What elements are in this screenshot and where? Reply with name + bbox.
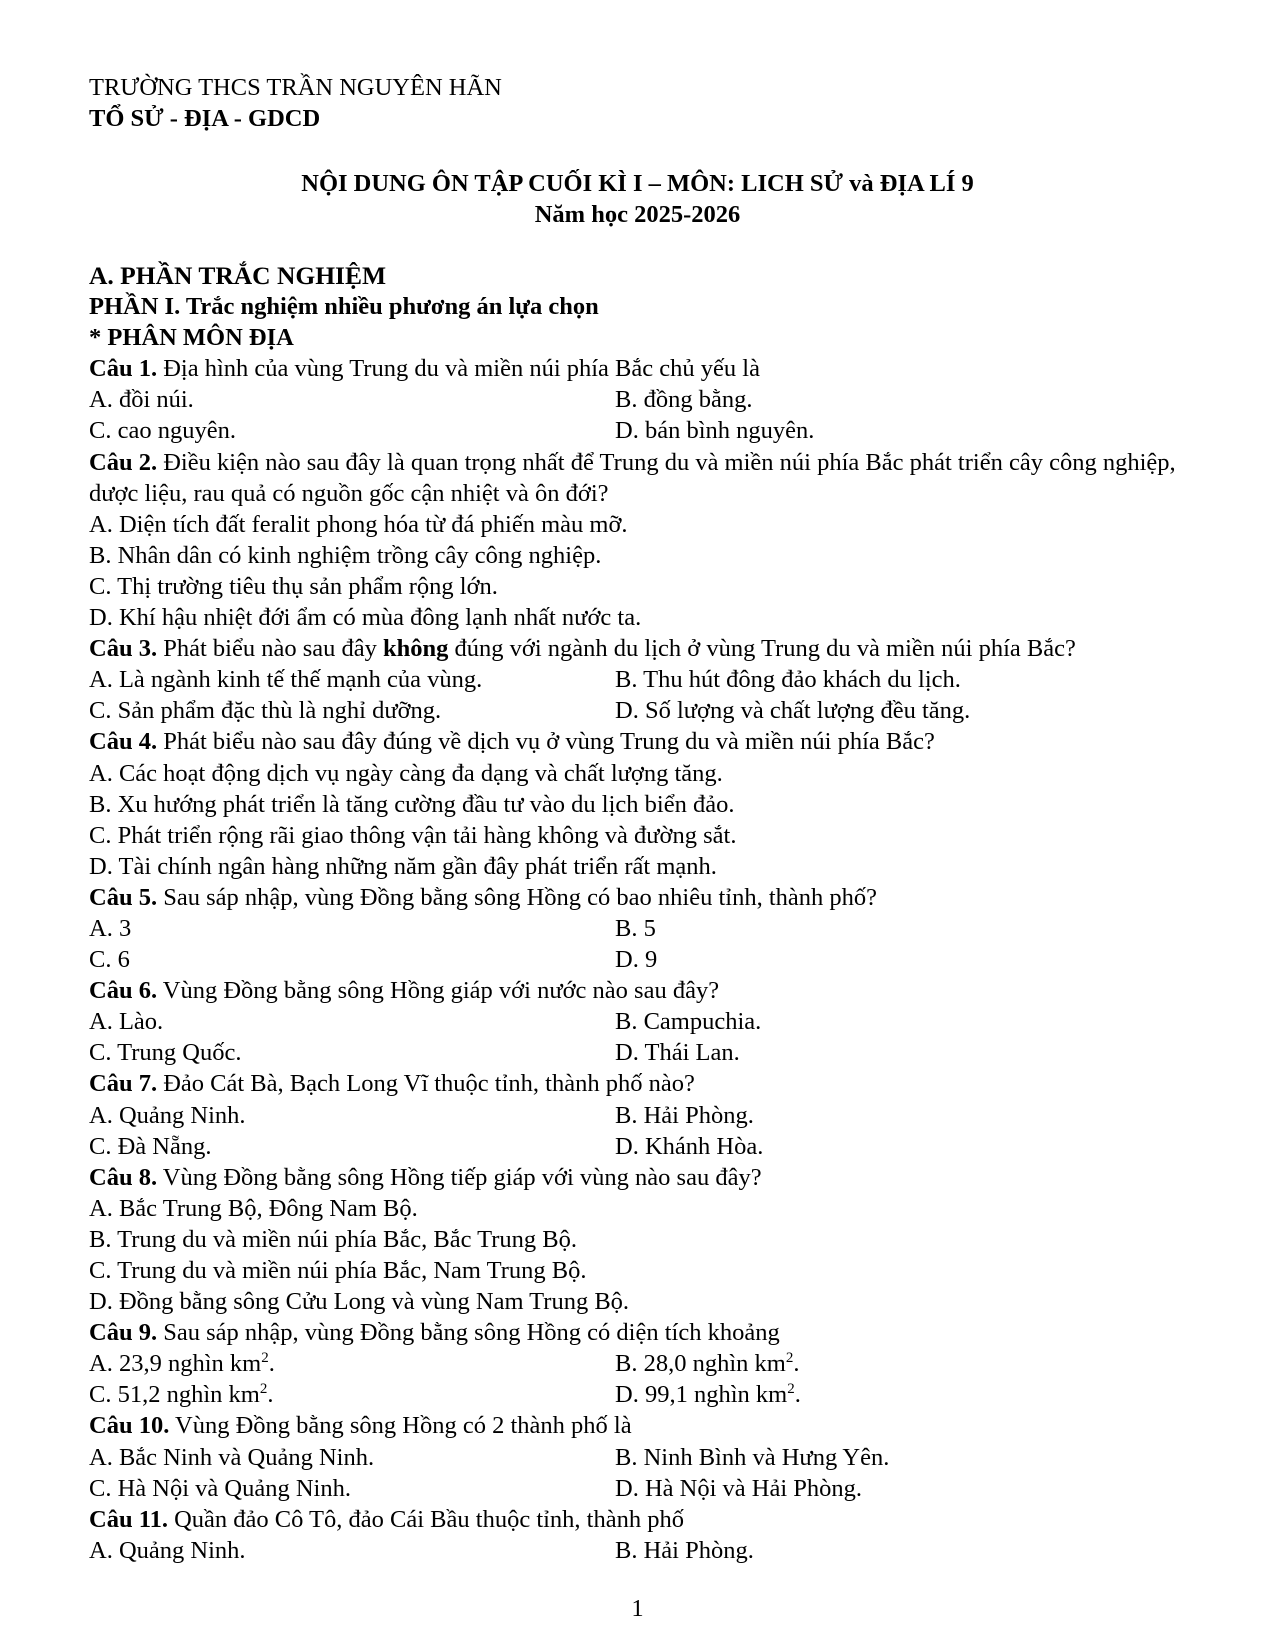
document-body	[89, 260, 1199, 1566]
section-heading: A. PHẦN TRẮC NGHIỆM	[89, 261, 387, 290]
option-a: A. Quảng Ninh.	[89, 1101, 246, 1129]
option-b: B. Thu hút đông đảo khách du lịch.	[615, 666, 961, 694]
option-d-text: D. 99,1 nghìn km	[615, 1381, 788, 1409]
question-number: Câu 9.	[89, 1319, 158, 1347]
option-a: A. Bắc Ninh và Quảng Ninh.	[89, 1443, 375, 1471]
question-number: Câu 10.	[89, 1412, 170, 1440]
question-text: Phát biểu nào sau đây	[157, 635, 383, 663]
option-c: C. Hà Nội và Quảng Ninh.	[89, 1474, 351, 1502]
option-row	[89, 944, 1199, 975]
option-b: B. Campuchia.	[615, 1008, 762, 1036]
question-text: Sau sáp nhập, vùng Đồng bằng sông Hồng có bao nhiêu tỉnh, thành phố?	[157, 883, 878, 911]
option-row	[89, 1348, 1199, 1379]
option-end: .	[793, 1350, 800, 1378]
option-b	[615, 1348, 799, 1379]
question-number: Câu 6.	[89, 977, 158, 1005]
option-row	[89, 1037, 1199, 1068]
question-number: Câu 3.	[89, 635, 158, 663]
option-a-text: A. 23,9 nghìn km	[89, 1350, 262, 1378]
question-number: Câu 4.	[89, 728, 158, 756]
option-d: D. Tài chính ngân hàng những năm gần đây phát triển rất mạnh.	[89, 852, 717, 880]
option-row	[89, 1131, 1199, 1162]
option-a: A. đồi núi.	[89, 386, 194, 414]
option-c-text: C. 51,2 nghìn km	[89, 1381, 260, 1409]
question-stem	[89, 1317, 1199, 1348]
option-row	[89, 415, 1199, 446]
option-d	[615, 1379, 801, 1410]
question-text: Vùng Đồng bằng sông Hồng tiếp giáp với vùng nào sau đây?	[157, 1163, 762, 1191]
question-stem	[89, 726, 1199, 757]
document-title: NỘI DUNG ÔN TẬP CUỐI KÌ I – MÔN: LICH SỬ và ĐỊA LÍ 9	[301, 170, 974, 197]
superscript: 2	[259, 1381, 268, 1398]
option-row	[89, 1535, 1199, 1566]
option-end: .	[268, 1350, 275, 1378]
option-b: B. Trung du và miền núi phía Bắc, Bắc Trung Bộ.	[89, 1225, 577, 1253]
question-number: Câu 1.	[89, 355, 158, 383]
question-text: Địa hình của vùng Trung du và miền núi phía Bắc chủ yếu là	[157, 355, 760, 383]
option-a	[89, 1348, 615, 1379]
option-row	[89, 1006, 1199, 1037]
question-text: Vùng Đồng bằng sông Hồng có 2 thành phố là	[169, 1412, 632, 1440]
option-a: A. Bắc Trung Bộ, Đông Nam Bộ.	[89, 1194, 418, 1222]
subject-heading: * PHÂN MÔN ĐỊA	[89, 324, 294, 352]
superscript: 2	[261, 1350, 269, 1367]
option-row	[89, 384, 1199, 415]
option-d: D. Khí hậu nhiệt đới ẩm có mùa đông lạnh nhất nước ta.	[89, 604, 642, 632]
option-b-text: B. 28,0 nghìn km	[615, 1350, 786, 1378]
question-text: Đảo Cát Bà, Bạch Long Vĩ thuộc tỉnh, thành phố nào?	[157, 1070, 695, 1098]
question-number: Câu 11.	[89, 1505, 168, 1533]
option-end: .	[267, 1381, 274, 1409]
option-a: A. 3	[89, 914, 132, 942]
option-b: B. Hải Phòng.	[615, 1536, 754, 1564]
option-b: B. Hải Phòng.	[615, 1101, 754, 1129]
question-stem	[89, 1410, 1199, 1441]
question-stem	[89, 353, 1199, 384]
question-text: Quần đảo Cô Tô, đảo Cái Bầu thuộc tỉnh, thành phố	[167, 1505, 684, 1533]
option-b: B. 5	[615, 914, 656, 942]
option-c: C. Sản phẩm đặc thù là nghỉ dưỡng.	[89, 697, 442, 725]
option-row	[89, 1473, 1199, 1504]
option-a: A. Quảng Ninh.	[89, 1536, 246, 1564]
question-stem	[89, 1162, 1199, 1193]
superscript: 2	[787, 1381, 795, 1398]
option-c: C. Phát triển rộng rãi giao thông vận tải hàng không và đường sắt.	[89, 821, 737, 849]
question-stem	[89, 633, 1199, 664]
option-row	[89, 1100, 1199, 1131]
option-row	[89, 1379, 1199, 1410]
option-c: C. Trung du và miền núi phía Bắc, Nam Trung Bộ.	[89, 1257, 587, 1284]
option-b: B. đồng bằng.	[615, 386, 753, 414]
option-row	[89, 695, 1199, 726]
option-a: A. Lào.	[89, 1008, 164, 1036]
option-end: .	[794, 1381, 801, 1409]
option-d: D. bán bình nguyên.	[615, 417, 815, 445]
question-stem	[89, 447, 1199, 509]
option-d: D. Khánh Hòa.	[615, 1132, 764, 1160]
option-a: A. Diện tích đất feralit phong hóa từ đá phiến màu mỡ.	[89, 510, 628, 538]
question-number: Câu 5.	[89, 883, 158, 911]
option-d: D. Số lượng và chất lượng đều tăng.	[615, 697, 971, 725]
option-d: D. Thái Lan.	[615, 1039, 740, 1067]
option-b: B. Ninh Bình và Hưng Yên.	[615, 1443, 890, 1471]
option-c: C. Đà Nẵng.	[89, 1132, 212, 1160]
option-row	[89, 664, 1199, 695]
option-d: D. Hà Nội và Hải Phòng.	[615, 1474, 863, 1502]
question-text: Phát biểu nào sau đây đúng về dịch vụ ở vùng Trung du và miền núi phía Bắc?	[157, 728, 935, 756]
question-text-tail: đúng với ngành du lịch ở vùng Trung du và miền núi phía Bắc?	[448, 635, 1076, 663]
question-text: Vùng Đồng bằng sông Hồng giáp với nước nào sau đây?	[157, 977, 720, 1005]
part-heading: PHẦN I. Trắc nghiệm nhiều phương án lựa chọn	[89, 293, 599, 321]
option-a: A. Các hoạt động dịch vụ ngày càng đa dạng và chất lượng tăng.	[89, 759, 723, 787]
question-number: Câu 8.	[89, 1163, 158, 1191]
question-stem	[89, 1068, 1199, 1099]
option-c: C. Thị trường tiêu thụ sản phẩm rộng lớn.	[89, 572, 498, 600]
question-number: Câu 7.	[89, 1070, 158, 1098]
option-row	[89, 1442, 1199, 1473]
option-a: A. Là ngành kinh tế thế mạnh của vùng.	[89, 666, 483, 694]
option-b: B. Xu hướng phát triển là tăng cường đầu tư vào du lịch biển đảo.	[89, 790, 735, 818]
question-text: Sau sáp nhập, vùng Đồng bằng sông Hồng có diện tích khoảng	[157, 1319, 780, 1347]
question-stem	[89, 975, 1199, 1006]
option-d: D. 9	[615, 946, 658, 974]
emphasis-word: không	[382, 635, 449, 663]
option-d: D. Đồng bằng sông Cửu Long và vùng Nam Trung Bộ.	[89, 1288, 630, 1316]
department-name: TỔ SỬ - ĐỊA - GDCD	[89, 105, 321, 132]
option-c: C. 6	[89, 946, 130, 974]
school-year: Năm học 2025-2026	[534, 201, 741, 228]
option-c	[89, 1379, 615, 1410]
superscript: 2	[785, 1350, 794, 1367]
page-number: 1	[631, 1595, 644, 1622]
school-name: TRƯỜNG THCS TRẦN NGUYÊN HÃN	[89, 74, 502, 101]
question-stem	[89, 1504, 1199, 1535]
option-row	[89, 913, 1199, 944]
question-number: Câu 2.	[89, 448, 158, 476]
question-text: Điều kiện nào sau đây là quan trọng nhất để Trung du và miền núi phía Bắc phát triển cây công nghiệp, dược liệu, rau quả có nguồn gốc cận nhiệt và ôn đới?	[89, 448, 1176, 507]
question-stem	[89, 882, 1199, 913]
option-b: B. Nhân dân có kinh nghiệm trồng cây công nghiệp.	[89, 541, 602, 569]
option-c: C. Trung Quốc.	[89, 1039, 242, 1067]
option-c: C. cao nguyên.	[89, 417, 236, 445]
